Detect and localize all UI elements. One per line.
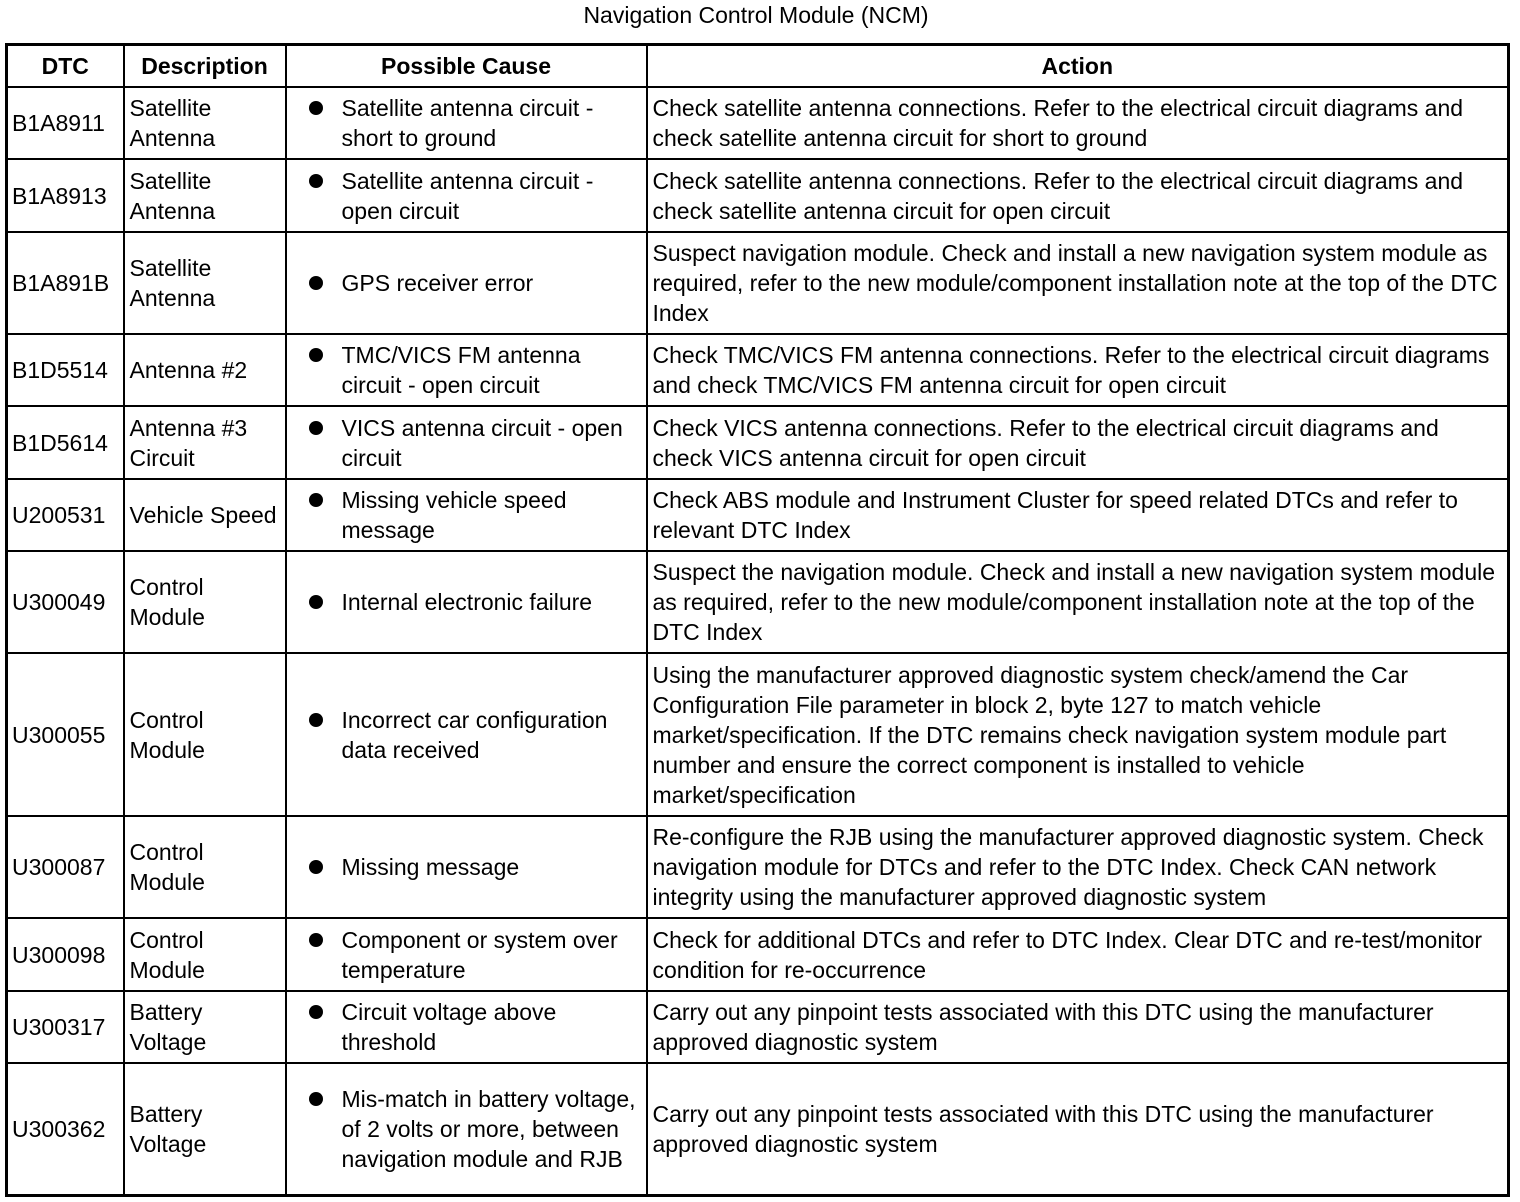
dtc-action: Check TMC/VICS FM antenna connections. Refer to the electrical circuit diagrams and check TMC/VICS FM antenna circuit for open circuit: [647, 334, 1509, 406]
dtc-description: Control Module: [124, 816, 286, 918]
table-row: [7, 551, 1509, 653]
dtc-code: U300362: [7, 1063, 124, 1195]
dtc-code: U300049: [7, 551, 124, 653]
dtc-description: Battery Voltage: [124, 1063, 286, 1195]
dtc-description: Vehicle Speed: [124, 479, 286, 551]
possible-cause: [286, 232, 647, 334]
dtc-code: U300317: [7, 991, 124, 1063]
possible-cause-text: Satellite antenna circuit - short to ground: [341, 95, 594, 151]
page-title: Navigation Control Module (NCM): [583, 2, 929, 28]
bullet-icon: [309, 860, 323, 874]
table-row: [7, 918, 1509, 991]
possible-cause-text: Missing message: [341, 854, 520, 880]
dtc-code: B1D5614: [7, 406, 124, 479]
dtc-action: Check satellite antenna connections. Refer to the electrical circuit diagrams and check satellite antenna circuit for open circuit: [647, 159, 1509, 232]
bullet-icon: [309, 933, 323, 947]
dtc-action: Carry out any pinpoint tests associated with this DTC using the manufacturer approved diagnostic system: [647, 1063, 1509, 1195]
table-header-row: [7, 45, 1509, 88]
dtc-code: B1A8911: [7, 87, 124, 159]
possible-cause: [286, 1063, 647, 1195]
bullet-icon: [309, 1005, 323, 1019]
table-row: [7, 334, 1509, 406]
dtc-description: Antenna #3 Circuit: [124, 406, 286, 479]
possible-cause: [286, 334, 647, 406]
dtc-code: U200531: [7, 479, 124, 551]
bullet-icon: [309, 421, 323, 435]
column-header-possible-cause: Possible Cause: [286, 45, 647, 88]
dtc-description: Satellite Antenna: [124, 159, 286, 232]
table-row: [7, 87, 1509, 159]
possible-cause-text: Incorrect car configuration data received: [341, 706, 608, 763]
dtc-code: B1D5514: [7, 334, 124, 406]
dtc-table: [5, 43, 1510, 1197]
possible-cause-text: Satellite antenna circuit - open circuit: [341, 167, 594, 224]
column-header-action: Action: [647, 45, 1509, 88]
bullet-icon: [309, 1092, 323, 1106]
possible-cause-text: GPS receiver error: [341, 270, 534, 296]
dtc-action: Suspect the navigation module. Check and install a new navigation system module as required, refer to the new module/component installation note at the top of the DTC Index: [647, 551, 1509, 653]
dtc-action: Check for additional DTCs and refer to DTC Index. Clear DTC and re-test/monitor condition for re-occurrence: [647, 918, 1509, 991]
bullet-icon: [309, 348, 323, 362]
possible-cause: [286, 87, 647, 159]
possible-cause-text: Mis-match in battery voltage, of 2 volts or more, between navigation module and RJB: [341, 1085, 636, 1172]
table-row: [7, 653, 1509, 816]
bullet-icon: [309, 713, 323, 727]
possible-cause: [286, 551, 647, 653]
dtc-description: Control Module: [124, 551, 286, 653]
column-header-description: Description: [124, 45, 286, 88]
dtc-code: B1A891B: [7, 232, 124, 334]
dtc-action: Check satellite antenna connections. Refer to the electrical circuit diagrams and check satellite antenna circuit for short to ground: [647, 87, 1509, 159]
table-row: [7, 1063, 1509, 1195]
possible-cause-text: VICS antenna circuit - open circuit: [341, 414, 623, 471]
table-row: [7, 232, 1509, 334]
dtc-description: Battery Voltage: [124, 991, 286, 1063]
possible-cause: [286, 653, 647, 816]
dtc-action: Suspect navigation module. Check and install a new navigation system module as required, refer to the new module/component installation note at the top of the DTC Index: [647, 232, 1509, 334]
possible-cause-text: Circuit voltage above threshold: [341, 999, 557, 1055]
column-header-dtc: DTC: [7, 45, 124, 88]
bullet-icon: [309, 493, 323, 507]
dtc-description: Control Module: [124, 653, 286, 816]
dtc-code: B1A8913: [7, 159, 124, 232]
dtc-action: Using the manufacturer approved diagnostic system check/amend the Car Configuration File parameter in block 2, byte 127 to match vehicle market/specification. If the DTC remains check navigation system module part number and ensure the correct component is installed to vehicle market/specification: [647, 653, 1509, 816]
dtc-code: U300055: [7, 653, 124, 816]
possible-cause: [286, 479, 647, 551]
possible-cause-text: Internal electronic failure: [341, 589, 593, 615]
dtc-action: Check VICS antenna connections. Refer to the electrical circuit diagrams and check VICS antenna circuit for open circuit: [647, 406, 1509, 479]
dtc-description: Control Module: [124, 918, 286, 991]
dtc-description: Satellite Antenna: [124, 87, 286, 159]
dtc-code: U300098: [7, 918, 124, 991]
table-row: [7, 816, 1509, 918]
possible-cause-text: Missing vehicle speed message: [341, 487, 567, 543]
table-row: [7, 479, 1509, 551]
dtc-action: Re-configure the RJB using the manufacturer approved diagnostic system. Check navigation module for DTCs and refer to the DTC Index. Check CAN network integrity using the manufacturer approved diagnostic system: [647, 816, 1509, 918]
dtc-action: Carry out any pinpoint tests associated with this DTC using the manufacturer approved diagnostic system: [647, 991, 1509, 1063]
dtc-action: Check ABS module and Instrument Cluster for speed related DTCs and refer to relevant DTC Index: [647, 479, 1509, 551]
possible-cause: [286, 159, 647, 232]
bullet-icon: [309, 595, 323, 609]
bullet-icon: [309, 174, 323, 188]
table-row: [7, 406, 1509, 479]
dtc-description: Antenna #2: [124, 334, 286, 406]
possible-cause: [286, 918, 647, 991]
possible-cause-text: TMC/VICS FM antenna circuit - open circuit: [341, 342, 581, 398]
dtc-description: Satellite Antenna: [124, 232, 286, 334]
dtc-code: U300087: [7, 816, 124, 918]
possible-cause: [286, 991, 647, 1063]
table-row: [7, 991, 1509, 1063]
possible-cause: [286, 816, 647, 918]
possible-cause: [286, 406, 647, 479]
bullet-icon: [309, 276, 323, 290]
table-row: [7, 159, 1509, 232]
possible-cause-text: Component or system over temperature: [341, 926, 618, 983]
bullet-icon: [309, 101, 323, 115]
